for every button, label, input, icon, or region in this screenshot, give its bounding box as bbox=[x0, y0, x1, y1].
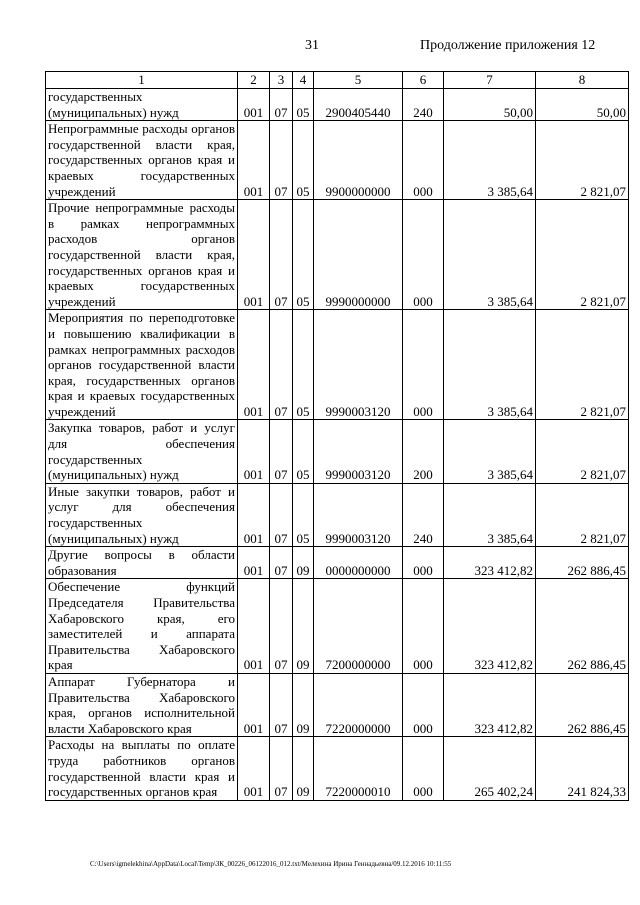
code-cell: 001 bbox=[238, 121, 270, 200]
target-article-cell: 9990003120 bbox=[314, 310, 403, 420]
amount-cell: 3 385,64 bbox=[444, 420, 536, 483]
amount-cell: 2 821,07 bbox=[536, 483, 629, 546]
target-article-cell: 9990003120 bbox=[314, 483, 403, 546]
column-header: 2 bbox=[238, 72, 270, 89]
amount-cell: 323 412,82 bbox=[444, 579, 536, 674]
target-article-cell: 9900000000 bbox=[314, 121, 403, 200]
header-row bbox=[46, 72, 629, 89]
table-row bbox=[46, 420, 629, 483]
expense-type-cell: 000 bbox=[403, 579, 444, 674]
section-cell: 07 bbox=[270, 673, 293, 736]
subsection-cell: 05 bbox=[293, 89, 314, 121]
section-cell: 07 bbox=[270, 579, 293, 674]
section-cell: 07 bbox=[270, 483, 293, 546]
subsection-cell: 05 bbox=[293, 483, 314, 546]
section-cell: 07 bbox=[270, 420, 293, 483]
table-row bbox=[46, 673, 629, 736]
expense-type-cell: 000 bbox=[403, 310, 444, 420]
table-row bbox=[46, 89, 629, 121]
section-cell: 07 bbox=[270, 121, 293, 200]
target-article-cell: 9990003120 bbox=[314, 420, 403, 483]
code-cell: 001 bbox=[238, 200, 270, 310]
table-row bbox=[46, 483, 629, 546]
code-cell: 001 bbox=[238, 89, 270, 121]
page-number: 31 bbox=[305, 38, 319, 53]
code-cell: 001 bbox=[238, 579, 270, 674]
column-header: 6 bbox=[403, 72, 444, 89]
target-article-cell: 7220000000 bbox=[314, 673, 403, 736]
target-article-cell: 7200000000 bbox=[314, 579, 403, 674]
subsection-cell: 09 bbox=[293, 673, 314, 736]
row-name-cell: Прочие непрограммные расходы в рамках непрограммных расходов органов государственной власти края, государственных органов края и краевых государственных учреждений bbox=[46, 200, 238, 310]
subsection-cell: 05 bbox=[293, 310, 314, 420]
table-row bbox=[46, 579, 629, 674]
code-cell: 001 bbox=[238, 420, 270, 483]
section-cell: 07 bbox=[270, 89, 293, 121]
section-cell: 07 bbox=[270, 200, 293, 310]
table-row bbox=[46, 121, 629, 200]
row-name-cell: Другие вопросы в области образования bbox=[46, 547, 238, 579]
row-name-cell: Иные закупки товаров, работ и услуг для обеспечения государственных (муниципальных) нужд bbox=[46, 483, 238, 546]
column-header: 8 bbox=[536, 72, 629, 89]
column-header: 4 bbox=[293, 72, 314, 89]
row-name-cell: Непрограммные расходы органов государственной власти края, государственных органов края и краевых государственных учреждений bbox=[46, 121, 238, 200]
target-article-cell: 9990000000 bbox=[314, 200, 403, 310]
code-cell: 001 bbox=[238, 310, 270, 420]
target-article-cell: 7220000010 bbox=[314, 737, 403, 800]
expense-type-cell: 000 bbox=[403, 200, 444, 310]
expense-type-cell: 000 bbox=[403, 547, 444, 579]
subsection-cell: 09 bbox=[293, 737, 314, 800]
amount-cell: 2 821,07 bbox=[536, 310, 629, 420]
amount-cell: 2 821,07 bbox=[536, 420, 629, 483]
row-name-cell: Мероприятия по переподготовке и повышению квалификации в рамках непрограммных расходов органов государственной власти края, государственных органов края и краевых государственных учреждений bbox=[46, 310, 238, 420]
amount-cell: 3 385,64 bbox=[444, 200, 536, 310]
amount-cell: 3 385,64 bbox=[444, 483, 536, 546]
amount-cell: 241 824,33 bbox=[536, 737, 629, 800]
amount-cell: 262 886,45 bbox=[536, 673, 629, 736]
amount-cell: 3 385,64 bbox=[444, 310, 536, 420]
amount-cell: 2 821,07 bbox=[536, 200, 629, 310]
row-name-cell: Закупка товаров, работ и услуг для обеспечения государственных (муниципальных) нужд bbox=[46, 420, 238, 483]
amount-cell: 3 385,64 bbox=[444, 121, 536, 200]
expense-type-cell: 200 bbox=[403, 420, 444, 483]
subsection-cell: 05 bbox=[293, 121, 314, 200]
subsection-cell: 09 bbox=[293, 579, 314, 674]
row-name-cell: Аппарат Губернатора и Правительства Хабаровского края, органов исполнительной власти Хабаровского края bbox=[46, 673, 238, 736]
row-name-cell: Обеспечение функций Председателя Правительства Хабаровского края, его заместителей и аппарата Правительства Хабаровского края bbox=[46, 579, 238, 674]
section-cell: 07 bbox=[270, 547, 293, 579]
subsection-cell: 05 bbox=[293, 200, 314, 310]
expense-type-cell: 240 bbox=[403, 483, 444, 546]
row-name-cell: Расходы на выплаты по оплате труда работников органов государственной власти края и государственных органов края bbox=[46, 737, 238, 800]
expense-type-cell: 240 bbox=[403, 89, 444, 121]
column-header: 1 bbox=[46, 72, 238, 89]
expense-type-cell: 000 bbox=[403, 737, 444, 800]
target-article-cell: 2900405440 bbox=[314, 89, 403, 121]
budget-table bbox=[45, 71, 629, 801]
code-cell: 001 bbox=[238, 547, 270, 579]
amount-cell: 2 821,07 bbox=[536, 121, 629, 200]
amount-cell: 50,00 bbox=[536, 89, 629, 121]
code-cell: 001 bbox=[238, 483, 270, 546]
file-path-footer: C:\Users\igmelekhina\AppData\Local\Temp\ЗК_00226_06122016_012.txt/Мелехина Ирина Геннадьевна/09.12.2016 10:11:55 bbox=[90, 860, 452, 868]
table-row bbox=[46, 547, 629, 579]
row-name-cell: государственных (муниципальных) нужд bbox=[46, 89, 238, 121]
appendix-continuation-title: Продолжение приложения 12 bbox=[420, 38, 596, 53]
column-header: 5 bbox=[314, 72, 403, 89]
expense-type-cell: 000 bbox=[403, 121, 444, 200]
amount-cell: 323 412,82 bbox=[444, 673, 536, 736]
table-row bbox=[46, 737, 629, 800]
code-cell: 001 bbox=[238, 737, 270, 800]
code-cell: 001 bbox=[238, 673, 270, 736]
amount-cell: 265 402,24 bbox=[444, 737, 536, 800]
amount-cell: 50,00 bbox=[444, 89, 536, 121]
section-cell: 07 bbox=[270, 310, 293, 420]
column-header: 7 bbox=[444, 72, 536, 89]
table-row bbox=[46, 200, 629, 310]
amount-cell: 323 412,82 bbox=[444, 547, 536, 579]
subsection-cell: 09 bbox=[293, 547, 314, 579]
amount-cell: 262 886,45 bbox=[536, 579, 629, 674]
expense-type-cell: 000 bbox=[403, 673, 444, 736]
amount-cell: 262 886,45 bbox=[536, 547, 629, 579]
column-header: 3 bbox=[270, 72, 293, 89]
target-article-cell: 0000000000 bbox=[314, 547, 403, 579]
subsection-cell: 05 bbox=[293, 420, 314, 483]
section-cell: 07 bbox=[270, 737, 293, 800]
table-row bbox=[46, 310, 629, 420]
